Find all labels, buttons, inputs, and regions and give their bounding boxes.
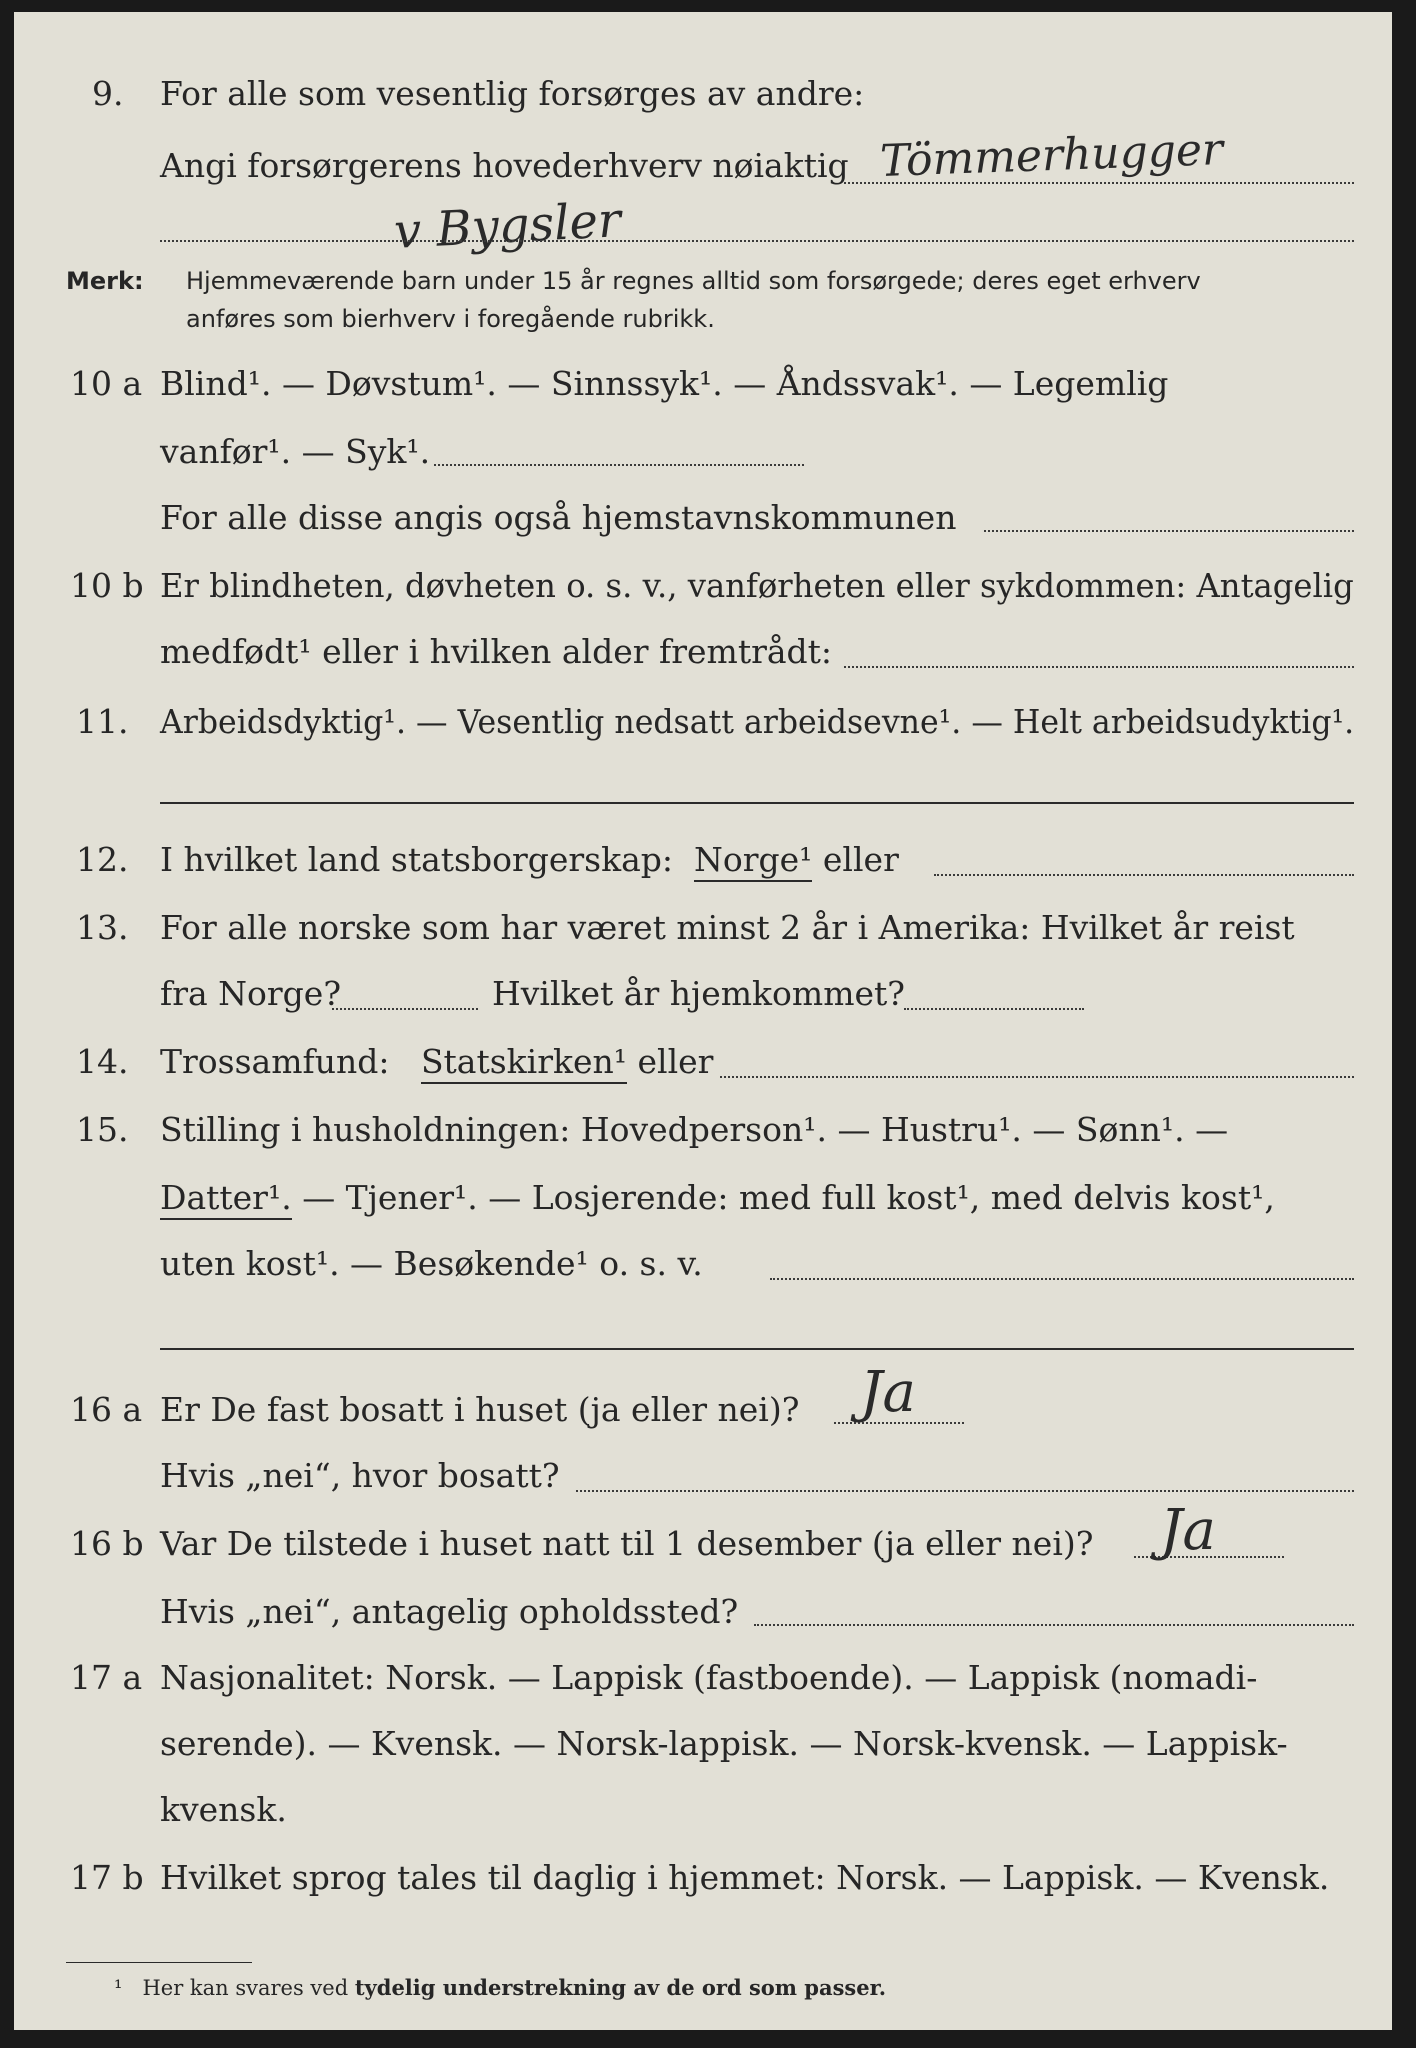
q17b-number: 17 b [70,1858,144,1897]
q10b-line2: medfødt¹ eller i hvilken alder fremtrådt: [160,632,833,671]
q12-answer-line[interactable] [934,874,1354,876]
q16b-line2: Hvis „nei“, antagelig opholdssted? [160,1592,739,1631]
q10a-line2: vanfør¹. — Syk¹. [160,432,431,471]
section-divider-2 [160,1348,1354,1350]
q17a-line1: Nasjonalitet: Norsk. — Lappisk (fastboende). — Lappisk (nomadi- [160,1658,1258,1697]
q13-return-year-line[interactable] [904,1008,1084,1010]
q9-line2: Angi forsørgerens hovederhverv nøiaktig [160,146,849,185]
q9-answer-line-2[interactable] [160,240,1354,242]
q9-number: 9. [92,74,124,113]
q16a-handwritten-answer: Ja [860,1360,916,1425]
merk-label: Merk: [66,267,144,295]
q15-answer-line[interactable] [770,1278,1354,1280]
q14-suffix: eller [637,1042,714,1081]
q15-number: 15. [76,1110,129,1149]
q13-line1: For alle norske som har været minst 2 år i Amerika: Hvilket år reist [160,908,1295,947]
q15-line3: uten kost¹. — Besøkende¹ o. s. v. [160,1244,703,1283]
q12-suffix: eller [822,840,899,879]
q13-number: 13. [76,908,129,947]
q17a-line3: kvensk. [160,1790,287,1829]
q13-line2a: fra Norge? [160,974,342,1013]
q9-line1: For alle som vesentlig forsørges av andre: [160,74,865,113]
q9-handwritten-occupation: Tömmerhugger [879,124,1224,187]
q13-line2b: Hvilket år hjemkommet? [492,974,905,1013]
q14-number: 14. [76,1042,129,1081]
q15-line2 [160,1178,1275,1218]
q16a-line1: Er De fast bosatt i huset (ja eller nei)? [160,1390,800,1429]
q17a-line2: serende). — Kvensk. — Norsk-lappisk. — Norsk-kvensk. — Lappisk- [160,1724,1288,1763]
footnote [114,1974,886,2002]
q12-prefix: I hvilket land statsborgerskap: [160,840,674,879]
footnote-mark: ¹ [114,1976,123,2000]
q10a-hometown-line[interactable] [984,530,1354,532]
section-divider-1 [160,802,1354,804]
q12-line [160,840,899,880]
q15-line2-rest: — Tjener¹. — Losjerende: med full kost¹, med delvis kost¹, [302,1178,1275,1217]
q10a-line3: For alle disse angis også hjemstavnskommunen [160,498,957,537]
q10a-number: 10 a [70,364,143,403]
q16a-line2: Hvis „nei“, hvor bosatt? [160,1456,560,1495]
q14-answer-line[interactable] [720,1076,1354,1078]
q17b-line1: Hvilket sprog tales til daglig i hjemmet: Norsk. — Lappisk. — Kvensk. [160,1858,1330,1897]
merk-line2: anføres som bierhverv i foregående rubrikk. [186,305,715,333]
q10a-answer-line[interactable] [434,464,804,466]
q16b-line1: Var De tilstede i huset natt til 1 desember (ja eller nei)? [160,1524,1094,1563]
merk-line1: Hjemmeværende barn under 15 år regnes alltid som forsørgede; deres eget erhverv [186,267,1201,295]
footnote-text-plain: Her kan svares ved [142,1976,349,2000]
q15-line1: Stilling i husholdningen: Hovedperson¹. — Hustru¹. — Sønn¹. — [160,1110,1229,1149]
footnote-text-bold: tydelig understrekning av de ord som passer. [354,1975,887,2000]
q15-datter-underlined: Datter¹. [160,1178,292,1220]
q14-statskirken-underlined: Statskirken¹ [421,1042,627,1084]
q16a-residence-line[interactable] [576,1490,1354,1492]
q13-departure-year-line[interactable] [332,1008,478,1010]
q11-line1: Arbeidsdyktig¹. — Vesentlig nedsatt arbeidsevne¹. — Helt arbeidsudyktig¹. [160,702,1355,741]
footnote-divider [66,1962,252,1963]
q14-line [160,1042,713,1082]
merk-note [66,264,144,298]
q10b-line1: Er blindheten, døvheten o. s. v., vanførheten eller sykdommen: Antagelig [160,566,1354,605]
q16a-number: 16 a [70,1390,143,1429]
q12-number: 12. [76,840,129,879]
q17a-number: 17 a [70,1658,143,1697]
q10a-line1: Blind¹. — Døvstum¹. — Sinnssyk¹. — Åndssvak¹. — Legemlig [160,364,1169,403]
q10b-number: 10 b [70,566,144,605]
q11-number: 11. [76,702,129,741]
census-form-page [14,12,1392,2030]
q9-handwritten-occupation-cont: v Bygsler [392,192,623,260]
q16b-handwritten-answer: Ja [1160,1498,1216,1563]
q10b-answer-line[interactable] [844,666,1354,668]
q12-norge-underlined: Norge¹ [694,840,812,882]
q16b-number: 16 b [70,1524,144,1563]
q14-prefix: Trossamfund: [160,1042,390,1081]
q16b-location-line[interactable] [754,1624,1354,1626]
